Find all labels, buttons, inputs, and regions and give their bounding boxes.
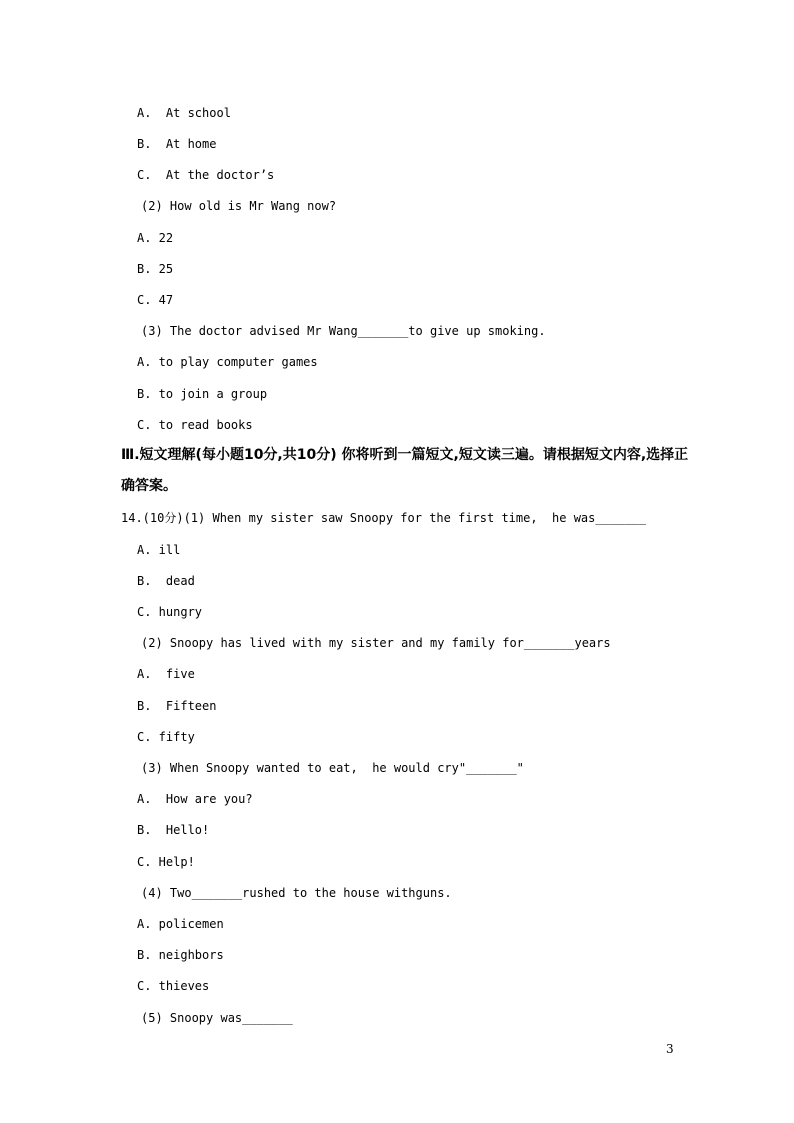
question-2: (2) How old is Mr Wang now? <box>141 199 337 213</box>
option-c: C. to read books <box>137 418 253 432</box>
option-a: A. ill <box>137 543 181 557</box>
option-c: C. fifty <box>137 730 195 744</box>
option-c: C. At the doctor’s <box>137 168 275 182</box>
option-a: A. 22 <box>137 231 174 245</box>
option-b: B. neighbors <box>137 948 224 962</box>
question-14-4: (4) Two_______rushed to the house withguns. <box>141 886 452 900</box>
question-14-3: (3) When Snoopy wanted to eat, he would cry"_______" <box>141 761 524 775</box>
option-c: C. hungry <box>137 605 203 619</box>
option-b: B. 25 <box>137 262 174 276</box>
question-3: (3) The doctor advised Mr Wang_______to give up smoking. <box>141 324 546 338</box>
section-heading: Ⅲ.短文理解(每小题10分,共10分) 你将听到一篇短文,短文读三遍。请根据短文内容,选择正确答案。 <box>121 447 689 494</box>
option-c: C. 47 <box>137 293 174 307</box>
option-b: B. Fifteen <box>137 699 217 713</box>
option-c: C. thieves <box>137 979 210 993</box>
option-a: A. At school <box>137 106 231 120</box>
question-14-header: 14.(10分)(1) When my sister saw Snoopy for the first time, he was_______ <box>121 511 646 525</box>
option-c: C. Help! <box>137 855 195 869</box>
option-a: A. policemen <box>137 917 224 931</box>
option-b: B. At home <box>137 137 217 151</box>
option-b: B. to join a group <box>137 387 268 401</box>
option-a: A. five <box>137 667 195 681</box>
option-b: B. dead <box>137 574 195 588</box>
page-number: 3 <box>666 1042 674 1056</box>
question-14-5: (5) Snoopy was_______ <box>141 1011 293 1025</box>
option-a: A. How are you? <box>137 792 253 806</box>
option-a: A. to play computer games <box>137 355 318 369</box>
option-b: B. Hello! <box>137 823 210 837</box>
question-14-2: (2) Snoopy has lived with my sister and my family for_______years <box>141 636 611 650</box>
